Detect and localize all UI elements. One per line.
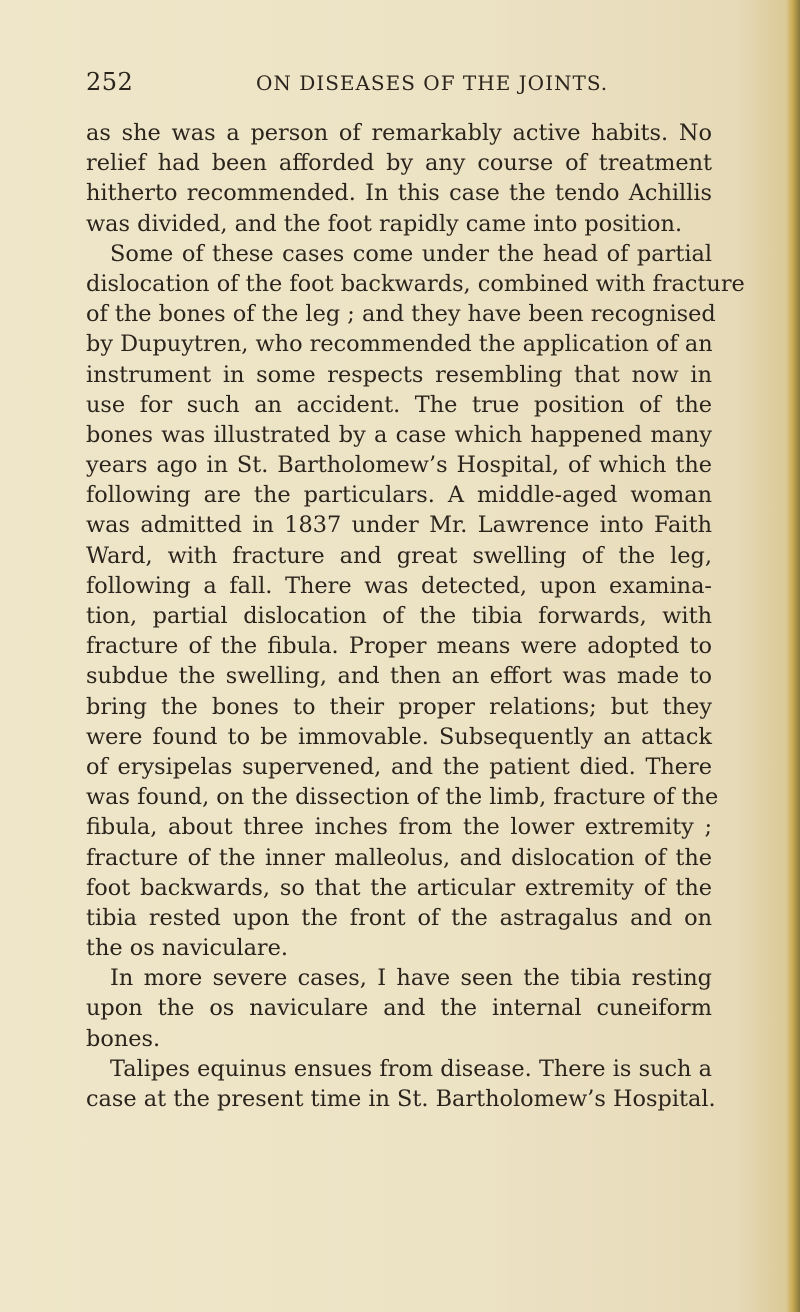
text-line: of the bones of the leg ; and they have been recognised xyxy=(86,301,716,328)
text-line: upon the os naviculare and the internal cuneiform xyxy=(86,995,712,1022)
text-line: was divided, and the foot rapidly came into position. xyxy=(86,210,683,237)
text-line: relief had been afforded by any course of treatment xyxy=(86,150,712,177)
text-line: was found, on the dissection of the limb, fracture of the xyxy=(86,784,719,811)
text-line: years ago in St. Bartholomew’s Hospital, of which the xyxy=(86,452,712,479)
text-line: fracture of the inner malleolus, and dislocation of the xyxy=(86,844,712,871)
text-line: hitherto recommended. In this case the tendo Achillis xyxy=(86,180,712,207)
text-line: of erysipelas supervened, and the patient died. There xyxy=(86,753,712,780)
text-line: tibia rested upon the front of the astragalus and on xyxy=(86,904,712,931)
text-line: bones. xyxy=(86,1025,161,1052)
text-line: were found to be immovable. Subsequently an attack xyxy=(86,723,712,750)
text-line: was admitted in 1837 under Mr. Lawrence into Faith xyxy=(86,512,712,539)
text-line: the os naviculare. xyxy=(86,935,288,962)
text-line: as she was a person of remarkably active habits. No xyxy=(86,120,712,146)
text-line: following a fall. There was detected, upon examina- xyxy=(86,572,712,599)
page-header xyxy=(86,68,706,102)
text-line: case at the present time in St. Bartholomew’s Hospital. xyxy=(86,1086,716,1112)
text-line: by Dupuytren, who recommended the application of an xyxy=(86,331,713,358)
text-line: use for such an accident. The true position of the xyxy=(86,391,712,418)
page-edge xyxy=(786,0,800,1312)
text-line: Talipes equinus ensues from disease. There is such a xyxy=(110,1055,712,1082)
page-number: 252 xyxy=(86,68,134,96)
text-line: In more severe cases, I have seen the tibia resting xyxy=(110,965,712,992)
text-line: Some of these cases come under the head of partial xyxy=(110,240,712,267)
text-line: dislocation of the foot backwards, combined with fracture xyxy=(86,270,745,297)
running-head: ON DISEASES OF THE JOINTS. xyxy=(256,71,609,95)
text-line: Ward, with fracture and great swelling of the leg, xyxy=(86,542,712,569)
text-line: fracture of the fibula. Proper means were adopted to xyxy=(86,633,712,660)
text-line: bring the bones to their proper relations; but they xyxy=(86,693,712,720)
text-line: following are the particulars. A middle-aged woman xyxy=(86,482,712,509)
text-line: instrument in some respects resembling that now in xyxy=(86,361,712,388)
text-line: bones was illustrated by a case which happened many xyxy=(86,421,712,448)
text-line: subdue the swelling, and then an effort was made to xyxy=(86,663,712,690)
text-line: tion, partial dislocation of the tibia forwards, with xyxy=(86,603,712,629)
text-line: fibula, about three inches from the lower extremity ; xyxy=(86,814,712,841)
body-text xyxy=(86,118,745,1114)
text-line: foot backwards, so that the articular extremity of the xyxy=(86,874,712,901)
